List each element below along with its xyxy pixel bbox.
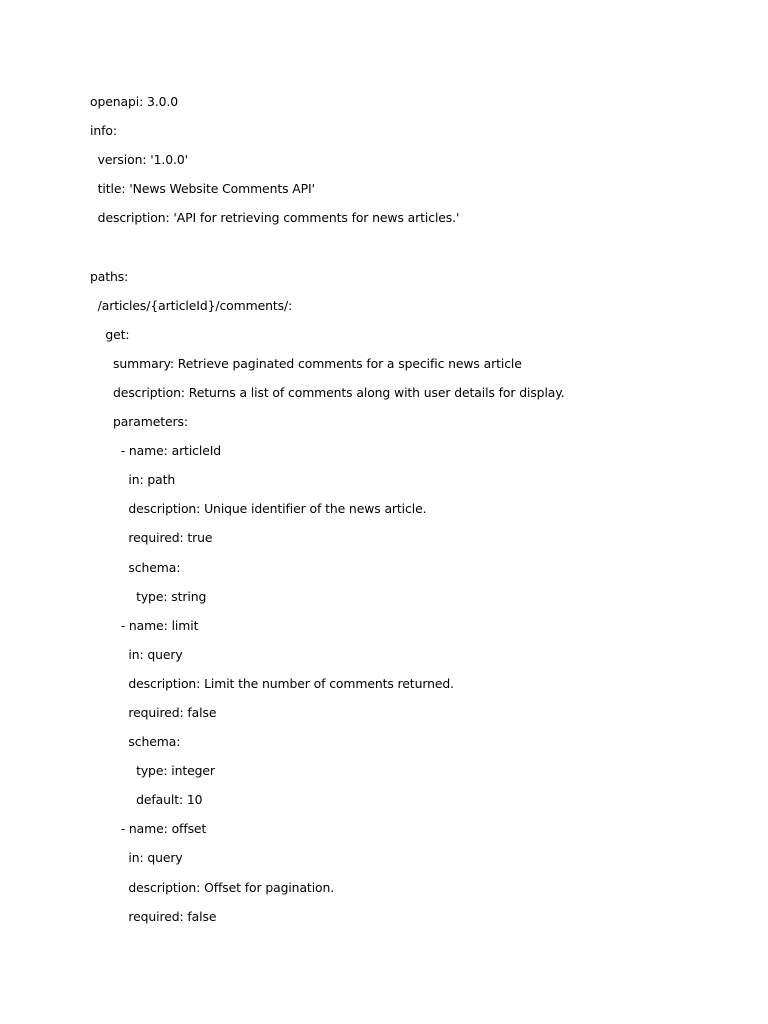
document-line: in: query [90, 850, 183, 866]
document-line: schema: [90, 559, 181, 575]
document-line: version: '1.0.0' [90, 152, 188, 168]
document-line: in: path [90, 472, 176, 488]
document-line: type: string [90, 588, 207, 604]
document-line: - name: offset [90, 821, 207, 837]
document-line: paths: [90, 268, 129, 284]
document-line: description: Unique identifier of the news article. [90, 501, 427, 517]
document-line: summary: Retrieve paginated comments for a specific news article [90, 355, 522, 371]
document-line: openapi: 3.0.0 [90, 94, 179, 109]
document-line: required: false [90, 908, 217, 924]
document-line: description: 'API for retrieving comments for news articles.' [90, 210, 460, 226]
document-line: /articles/{articleId}/comments/: [90, 297, 293, 313]
document-line: parameters: [90, 414, 188, 430]
document-line: info: [90, 123, 117, 139]
document-line: required: true [90, 530, 213, 546]
document-line: description: Returns a list of comments along with user details for display. [90, 384, 565, 400]
document-line: default: 10 [90, 792, 203, 808]
document-line: type: integer [90, 763, 215, 779]
document-line: title: 'News Website Comments API' [90, 181, 315, 197]
document-line: schema: [90, 734, 181, 750]
document-line: - name: limit [90, 617, 199, 633]
document-line: description: Limit the number of comments returned. [90, 675, 454, 691]
document-line: description: Offset for pagination. [90, 879, 335, 895]
blank-line [90, 238, 565, 267]
document-line: in: query [90, 646, 183, 662]
document-line: - name: articleId [90, 443, 222, 459]
document-line: get: [90, 326, 130, 342]
document-line: required: false [90, 704, 217, 720]
document-body [90, 93, 565, 937]
